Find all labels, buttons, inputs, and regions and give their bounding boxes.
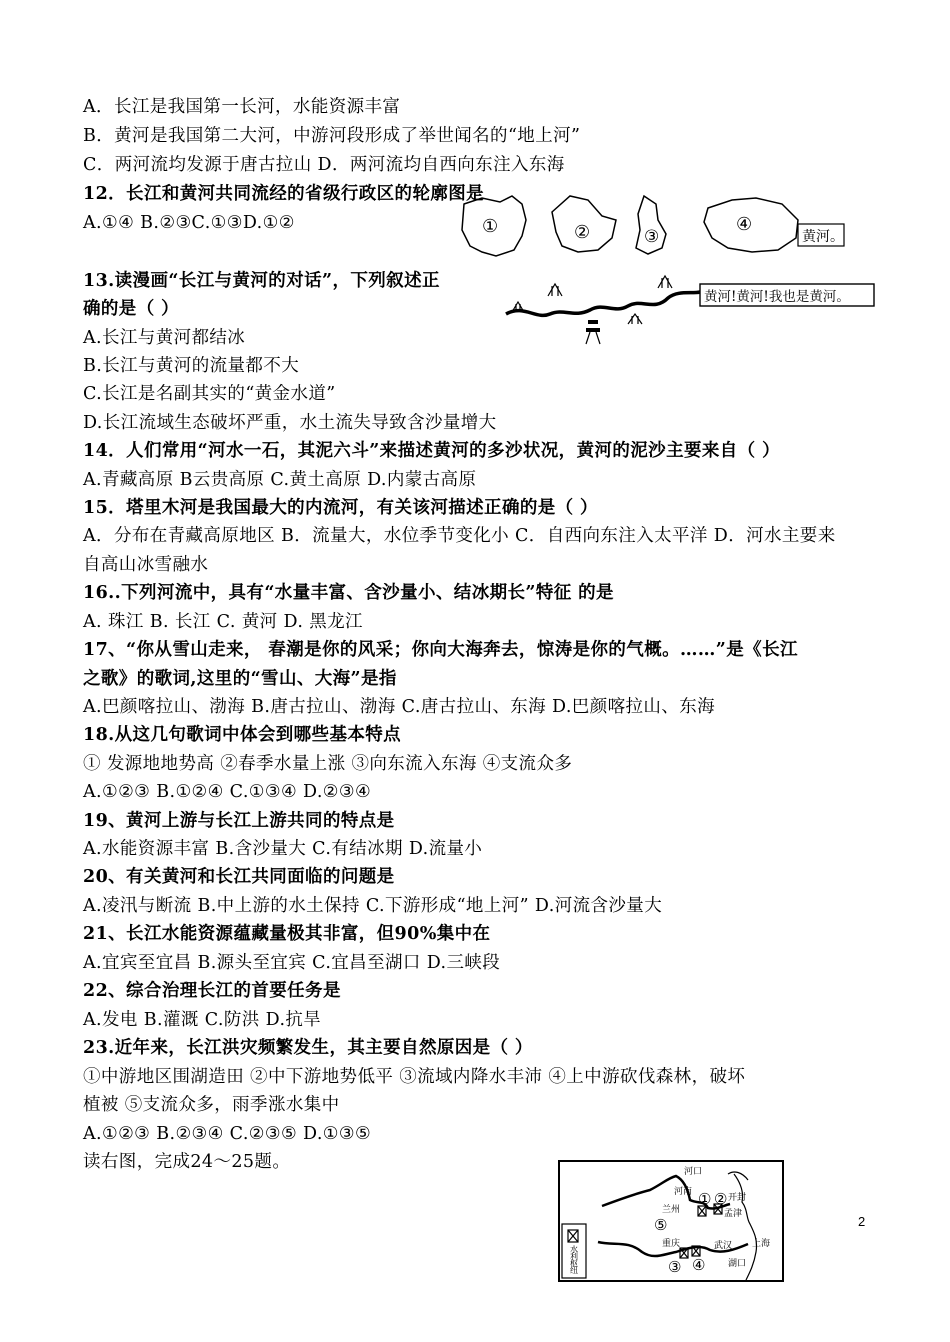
map-number-3: ③ — [668, 1258, 682, 1276]
text-line: A.①④ B.②③C.①③D.①② — [83, 213, 295, 233]
text-line: 19、黄河上游与长江上游共同的特点是 — [83, 811, 395, 831]
text-line: 确的是（ ） — [83, 299, 179, 319]
place-shanghai: 上海 — [752, 1239, 771, 1249]
text-line: 15．塔里木河是我国最大的内流河，有关该河描述正确的是（ ） — [83, 498, 598, 518]
text-line: 20、有关黄河和长江共同面临的问题是 — [83, 867, 395, 887]
text-line: 14．人们常用“河水一石，其泥六斗”来描述黄河的多沙状况，黄河的泥沙主要来自（ ） — [83, 441, 780, 461]
text-line: C.长江是名副其实的“黄金水道” — [83, 384, 336, 404]
text-line: B.长江与黄河的流量都不大 — [83, 356, 300, 376]
text-line: 22、综合治理长江的首要任务是 — [83, 981, 341, 1001]
text-line: 12．长江和黄河共同流经的省级行政区的轮廓图是 — [83, 184, 485, 204]
province-outline-figure — [452, 190, 852, 264]
text-line: ①中游地区围湖造田 ②中下游地势低平 ③流域内降水丰沛 ④上中游砍伐森林，破坏 — [83, 1067, 746, 1087]
text-line: A. 珠江 B. 长江 C. 黄河 D. 黑龙江 — [83, 612, 363, 632]
text-line: 13.读漫画“长江与黄河的对话”，下列叙述正 — [83, 271, 440, 291]
text-line: 23.近年来，长江洪灾频繁发生，其主要自然原因是（ ） — [83, 1038, 533, 1058]
text-line: A.巴颜喀拉山、渤海 B.唐古拉山、渤海 C.唐古拉山、东海 D.巴颜喀拉山、东海 — [83, 697, 716, 717]
place-hukou: 湖口 — [728, 1259, 747, 1269]
river-dialogue-cartoon — [502, 268, 878, 350]
text-line: A.水能资源丰富 B.含沙量大 C.有结冰期 D.流量小 — [83, 839, 483, 859]
text-line: ① 发源地地势高 ②春季水量上涨 ③向东流入东海 ④支流众多 — [83, 754, 573, 774]
text-line: A.长江与黄河都结冰 — [83, 328, 246, 348]
province-label-3: ③ — [644, 227, 660, 247]
text-line: A．长江是我国第一长河，水能资源丰富 — [83, 97, 401, 117]
bohai-coast — [728, 1172, 748, 1180]
text-line: B．黄河是我国第二大河，中游河段形成了举世闻名的“地上河” — [83, 126, 581, 146]
text-line: D.长江流域生态破坏严重，水土流失导致含沙量增大 — [83, 413, 497, 433]
mountain-icon — [512, 276, 672, 324]
speech-text: 黄河!黄河!我也是黄河。 — [704, 289, 850, 305]
place-wuhan: 武汉 — [714, 1241, 733, 1251]
text-line: 21、长江水能资源蕴藏量极其非富，但90%集中在 — [83, 924, 491, 944]
text-line: 18.从这几句歌词中体会到哪些基本特点 — [83, 725, 402, 745]
text-line: A.发电 B.灌溉 C.防洪 D.抗旱 — [83, 1010, 322, 1030]
page-number: 2 — [858, 1214, 866, 1229]
text-line: 读右图，完成24～25题。 — [83, 1152, 291, 1172]
place-lanzhou: 兰州 — [662, 1205, 681, 1215]
text-line: A.青藏高原 B云贵高原 C.黄土高原 D.内蒙古高原 — [83, 470, 477, 490]
text-line: A.宜宾至宜昌 B.源头至宜宾 C.宜昌至湖口 D.三峡段 — [83, 953, 501, 973]
place-kaifeng: 开封 — [728, 1193, 747, 1203]
place-henan: 河南 — [674, 1187, 693, 1197]
text-line: 16..下列河流中，具有“水量丰富、含沙量小、结冰期长”特征 的是 — [83, 583, 614, 603]
legend-label: 水利枢纽 — [570, 1245, 578, 1275]
place-chongqing: 重庆 — [662, 1239, 681, 1249]
province-label-4: ④ — [736, 214, 753, 235]
text-line: 17、“你从雪山走来， 春潮是你的风采；你向大海奔去，惊涛是你的气概。……”是《长江 — [83, 640, 798, 660]
text-line: 植被 ⑤支流众多，雨季涨水集中 — [83, 1095, 340, 1115]
map-number-4: ④ — [692, 1256, 706, 1274]
river-map-figure — [558, 1160, 786, 1284]
place-mengjin: 孟津 — [724, 1209, 743, 1219]
map-number-1: ① — [698, 1190, 712, 1208]
huanghe-tag: 黄河。 — [802, 229, 844, 245]
character-icon — [586, 320, 600, 344]
text-line: A.凌汛与断流 B.中上游的水土保持 C.下游形成“地上河” D.河流含沙量大 — [83, 896, 663, 916]
river-line — [506, 292, 700, 315]
text-line: A.①②③ B.②③④ C.②③⑤ D.①③⑤ — [83, 1124, 372, 1144]
place-hekou: 河口 — [684, 1167, 703, 1177]
text-line: 自高山冰雪融水 — [83, 555, 209, 575]
text-line: A.①②③ B.①②④ C.①③④ D.②③④ — [83, 782, 372, 802]
map-number-5: ⑤ — [654, 1216, 668, 1234]
text-line: 之歌》的歌词,这里的“雪山、大海”是指 — [83, 669, 397, 689]
province-label-2: ② — [574, 222, 591, 243]
text-line: A．分布在青藏高原地区 B．流量大，水位季节变化小 C．自西向东注入太平洋 D．河水主要来 — [83, 526, 836, 546]
province-label-1: ① — [482, 216, 499, 237]
text-line: C．两河流均发源于唐古拉山 D．两河流均自西向东注入东海 — [83, 155, 565, 175]
map-number-2: ② — [714, 1190, 728, 1208]
